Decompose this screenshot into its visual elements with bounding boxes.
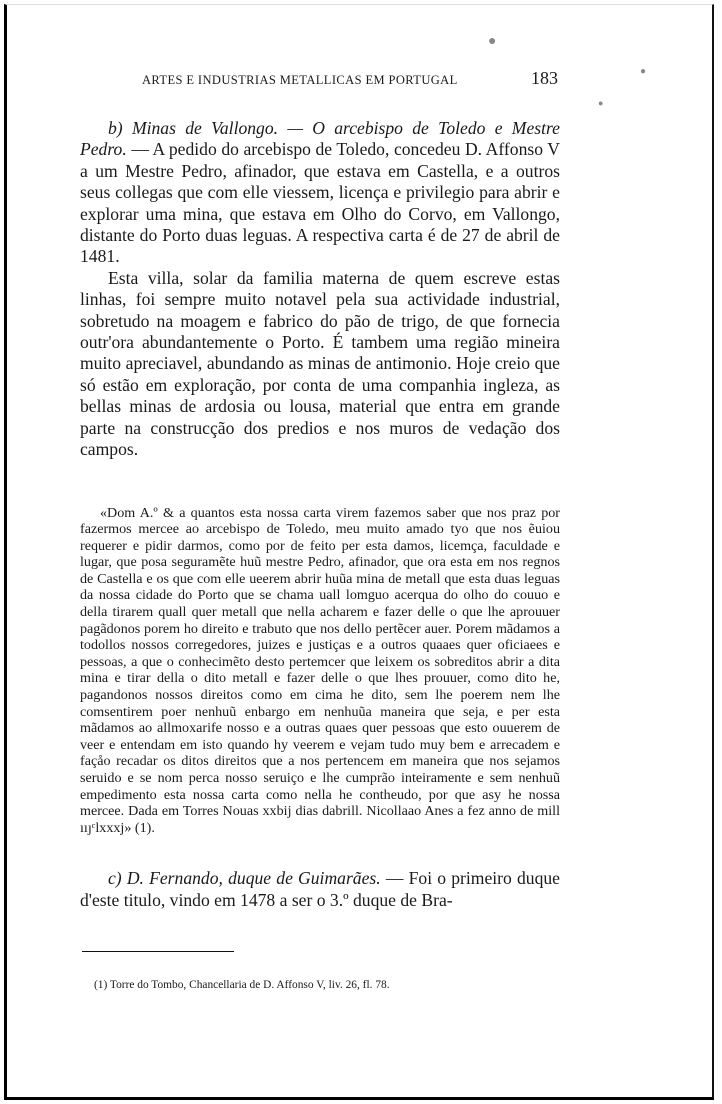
section-c-heading: c) D. Fernando, duque de Guimarães. xyxy=(108,868,381,889)
section-c-paragraph xyxy=(80,868,560,911)
print-speck: ● xyxy=(488,34,497,49)
footnote: (1) Torre do Tombo, Chancellaria de D. Affonso V, liv. 26, fl. 78. xyxy=(94,979,390,992)
section-c-text: — Foi o primeiro duque d'este titulo, vindo em 1478 a ser o 3.º duque de Bra- xyxy=(80,868,560,910)
running-head xyxy=(80,68,560,104)
footnote-rule xyxy=(82,951,234,952)
page-number: 183 xyxy=(531,68,558,88)
running-head-title: ARTES E INDUSTRIAS METALLICAS EM PORTUGAL xyxy=(142,73,458,87)
section-b-text: — A pedido do arcebispo de Toledo, concedeu D. Affonso V a um Mestre Pedro, afinador, que estava em Castella, e a outros seus collegas que com elle viessem, licença e privilegio para abrir e explorar uma mina, que estava em Olho do Corvo, em Vallongo, distante do Porto duas leguas. A respectiva carta é de 27 de abril de 1481. xyxy=(80,139,560,267)
book-page xyxy=(80,68,560,992)
print-speck: ● xyxy=(598,98,604,108)
section-b-paragraph xyxy=(80,118,560,268)
villa-paragraph: Esta villa, solar da familia materna de quem escreve estas linhas, foi sempre muito notavel pela sua actividade industrial, sobretudo na moagem e fabrico do pão de trigo, de que fornecia outr'ora abundantemente o Porto. É tambem uma região mineira muito apreciavel, abundando as minas de antimonio. Hoje creio que só estão em exploração, por conta de uma companhia ingleza, as bellas minas de ardosia ou lousa, material que entra em grande parte na construcção dos predios e nos muros de vedação dos campos. xyxy=(80,267,560,460)
section-b-heading: b) Minas de Vallongo. — O arcebispo de Toledo e Mestre Pedro. xyxy=(80,118,560,160)
royal-charter-quote: «Dom A.º & a quantos esta nossa carta virem fazemos saber que nos praz por fazermos mercee ao arcebispo de Toledo, meu muito amado tyo que nos ẽuiou requerer e pidir darmos, como por de feito per esta damos, licemça, faculdade e lugar, que posa seguramẽte huũ mestre Pedro, afinador, que ora esta em nos regnos de Castella e os que com elle ueerem abrir huũa mina de metall que esta duas leguas da nossa cidade do Porto que se chama uall lomguo acerqua do olho do couuo e della tirarem quall quer metall que nella acharem e fazer delle o que lhe aprouuer pagãdonos porem ho direito e trabuto que nos dello pertẽcer auer. Porem mãdamos a todollos nossos corregedores, juizes e justiças e a outros quaaes quer oficiaees e pessoas, a que o conhecimẽto desto pertemcer que leixem os sobreditos abrir a dita mina e tirar della o dito metall e fazer delle o que lhes prouuer, como dito he, pagandonos nossos direitos como em cima he dito, sem lhe poerem nem lhe comsentirem poer nenhuũ enbargo em nenhuũa maneira que seja, e per esta mãdamos ao allmoxarife nosso e a outras quaes quer pessoas que esto ouuerem de veer e entendam em isto quando hy veerem e vejam tudo muy bem e arrecadem e façåo recadar os ditos direitos que a nos pertencem em maneira que nos sejamos seruido e se nom perca nosso seruiço e lhe cumprão inteiramente e sem nenhuũ empedimento esta nossa carta como nella he contheudo, por que asy he nossa mercee. Dada em Torres Nouas xxbij dias dabrill. Nicollaao Anes a fez anno de mill ııȷᶜlxxxj» (1). xyxy=(80,504,560,836)
print-speck: ● xyxy=(640,66,647,77)
